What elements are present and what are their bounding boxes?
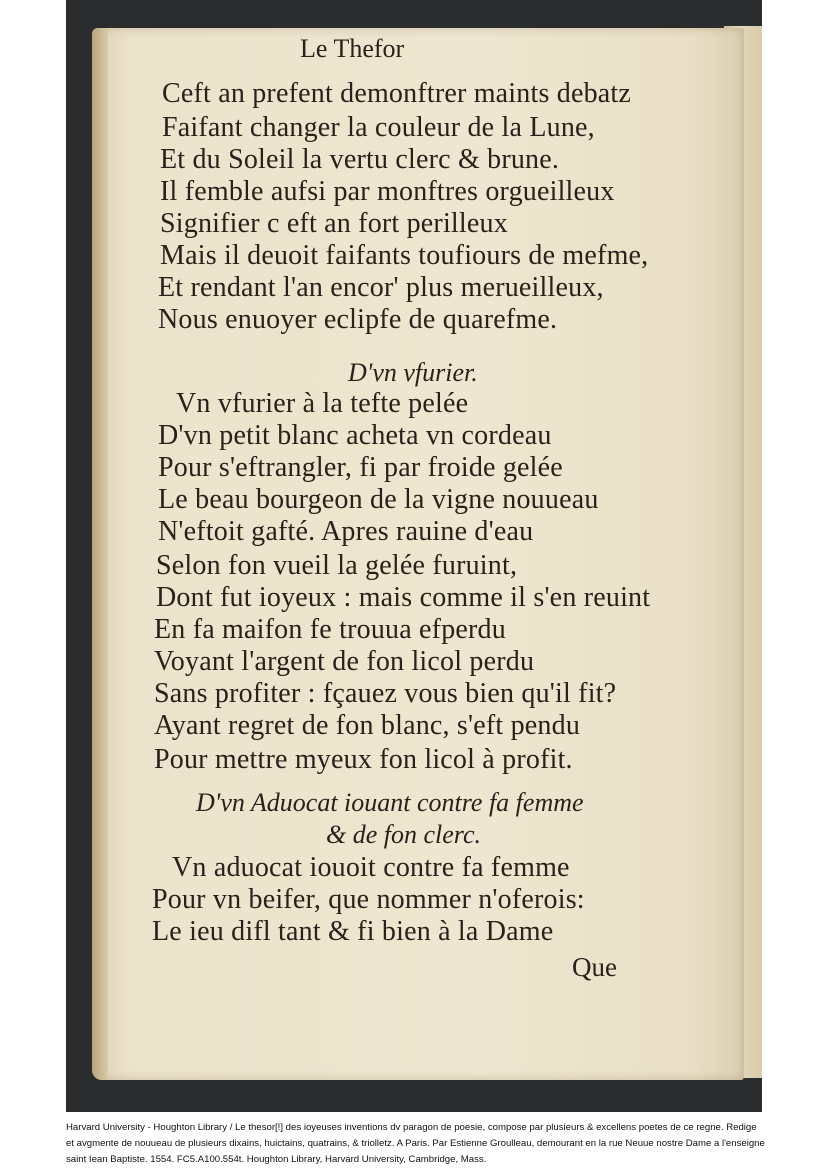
verse-line: Et du Soleil la vertu clerc & brune. (160, 144, 560, 175)
verse-line: Signifier c eft an fort perilleux (160, 208, 508, 239)
verse-line: Vn vfurier à la tefte pelée (176, 388, 469, 419)
verse-line: Il femble aufsi par monftres orgueilleux (160, 176, 615, 207)
source-caption: Harvard University - Houghton Library / Le thesor[!] des ioyeuses inventions dv paragon de poesie, compose par plusieurs & excellens poetes de ce regne. Redige et avgmente de nouueau de plusieurs dixains, huictains, quatrains, & triolletz. A Paris. Par Estienne Groulleau, demourant en la rue Neuue nostre Dame a l'enseigne saint Iean Baptiste. 1554. FC5.A100.554t. Houghton Library, Harvard University, Cambridge, Mass. (66, 1122, 765, 1165)
verse-line: D'vn petit blanc acheta vn cordeau (158, 420, 552, 451)
verse-line: Et rendant l'an encor' plus merueilleux, (158, 272, 604, 303)
poem-title: D'vn vfurier. (348, 358, 478, 387)
verse-line: Nous enuoyer eclipfe de quarefme. (158, 304, 558, 335)
verse-line: Vn aduocat iouoit contre fa femme (172, 852, 570, 883)
verse-line: Pour vn beifer, que nommer n'oferois: (152, 884, 585, 915)
verse-line: Mais il deuoit faifants toufiours de mefme, (160, 240, 649, 271)
poem-title: D'vn Aduocat iouant contre fa femme (196, 788, 584, 817)
verse-line: Faifant changer la couleur de la Lune, (162, 112, 595, 143)
verse-line: Pour mettre myeux fon licol à profit. (154, 744, 573, 775)
verse-line: Le beau bourgeon de la vigne nouueau (158, 484, 599, 515)
verse-line: En fa maifon fe trouua efperdu (154, 614, 506, 645)
verse-line: N'eftoit gafté. Apres rauine d'eau (158, 516, 534, 547)
running-head: Le Thefor (300, 34, 405, 63)
verse-line: Ayant regret de fon blanc, s'eft pendu (154, 710, 581, 741)
verse-line: Sans profiter : fçauez vous bien qu'il fit? (154, 678, 617, 709)
verse-line: Dont fut ioyeux : mais comme il s'en reuint (156, 582, 651, 613)
verse-line: Voyant l'argent de fon licol perdu (154, 646, 535, 677)
verse-line: Le ieu difl tant & fi bien à la Dame (152, 916, 554, 947)
verse-line: Pour s'eftrangler, fi par froide gelée (158, 452, 563, 483)
poem-title-continued: & de fon clerc. (326, 820, 481, 849)
verse-line: Ceft an prefent demonftrer maints debatz (162, 78, 632, 109)
verse-line: Selon fon vueil la gelée furuint, (156, 550, 518, 581)
catchword: Que (572, 952, 617, 982)
